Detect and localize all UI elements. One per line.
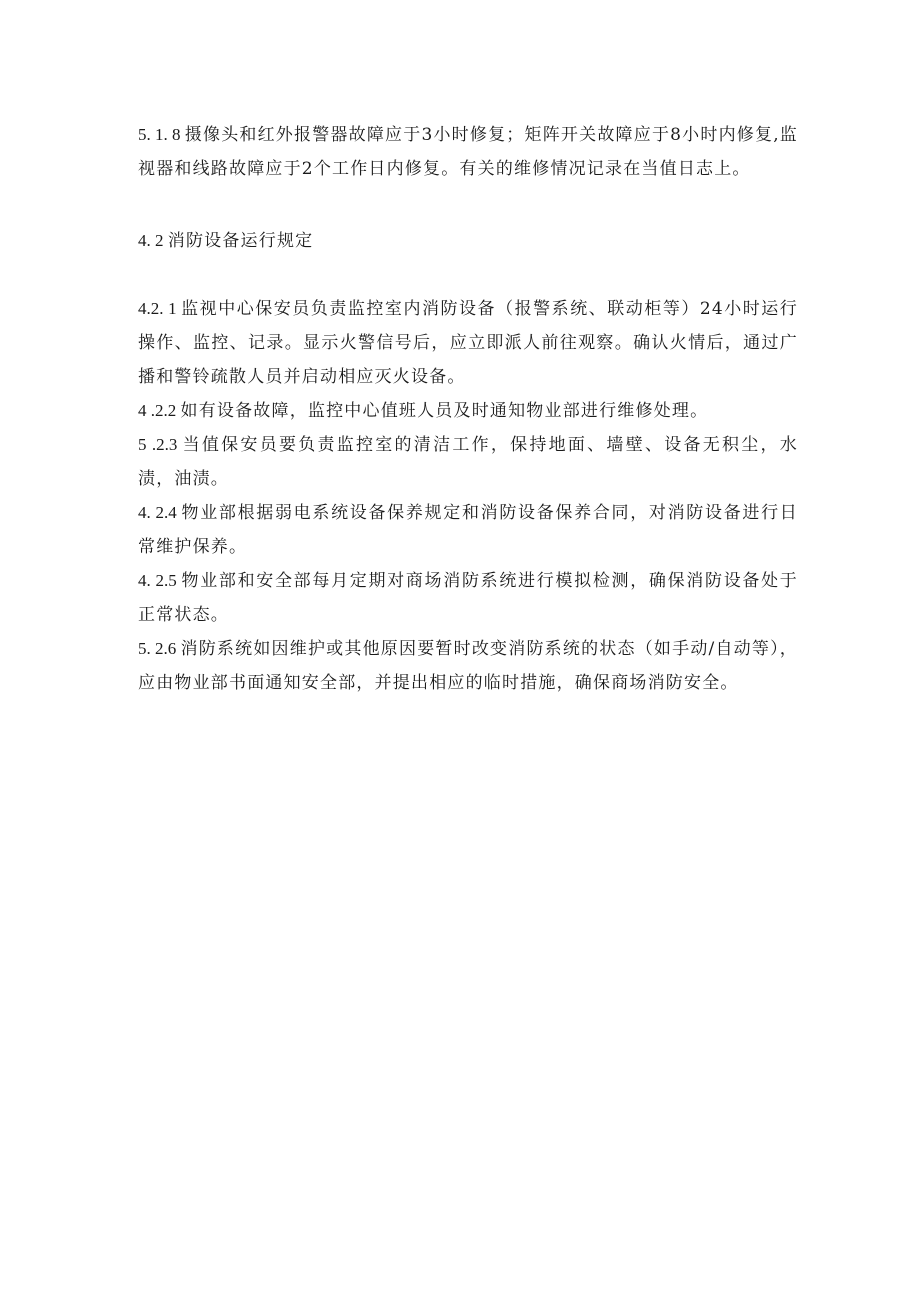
paragraph-text: 消防系统如因维护或其他原因要暂时改变消防系统的状态（如手动/自动等），应由物业部书面通知安全部，并提出相应的临时措施，确保商场消防安全。 <box>138 639 798 693</box>
section-heading-4-2 <box>138 224 798 258</box>
paragraph-number: 4. 2 <box>138 231 168 250</box>
paragraph-4-2-5 <box>138 564 798 632</box>
paragraph-text: 监视中心保安员负责监控室内消防设备（报警系统、联动柜等）24小时运行操作、监控、记录。显示火警信号后，应立即派人前往观察。确认火情后，通过广播和警铃疏散人员并启动相应灭火设备。 <box>138 299 798 387</box>
paragraph-text: 摄像头和红外报警器故障应于3小时修复；矩阵开关故障应于8小时内修复,监视器和线路故障应于2个工作日内修复。有关的维修情况记录在当值日志上。 <box>138 125 799 179</box>
paragraph-number: 4. 2.4 <box>138 503 182 522</box>
paragraph-4-2-2 <box>138 394 798 428</box>
paragraph-5-2-3 <box>138 428 798 496</box>
paragraph-number: 5 .2.3 <box>138 435 183 454</box>
paragraph-5-1-8 <box>138 118 798 186</box>
paragraph-number: 4. 2.5 <box>138 571 182 590</box>
paragraph-number: 5. 2.6 <box>138 639 181 658</box>
paragraph-4-2-1 <box>138 292 798 394</box>
paragraph-text: 当值保安员要负责监控室的清洁工作，保持地面、墙壁、设备无积尘，水渍，油渍。 <box>138 435 799 489</box>
paragraph-number: 5. 1. 8 <box>138 125 185 144</box>
paragraph-4-2-4 <box>138 496 798 564</box>
paragraph-5-2-6 <box>138 632 798 700</box>
paragraph-number: 4.2. 1 <box>138 299 182 318</box>
document-body <box>138 118 798 700</box>
section-heading-text: 消防设备运行规定 <box>167 231 314 251</box>
paragraph-text: 物业部和安全部每月定期对商场消防系统进行模拟检测，确保消防设备处于正常状态。 <box>138 571 798 625</box>
paragraph-text: 物业部根据弱电系统设备保养规定和消防设备保养合同，对消防设备进行日常维护保养。 <box>138 503 798 557</box>
paragraph-text: 如有设备故障，监控中心值班人员及时通知物业部进行维修处理。 <box>180 401 709 421</box>
paragraph-number: 4 .2.2 <box>138 401 181 420</box>
